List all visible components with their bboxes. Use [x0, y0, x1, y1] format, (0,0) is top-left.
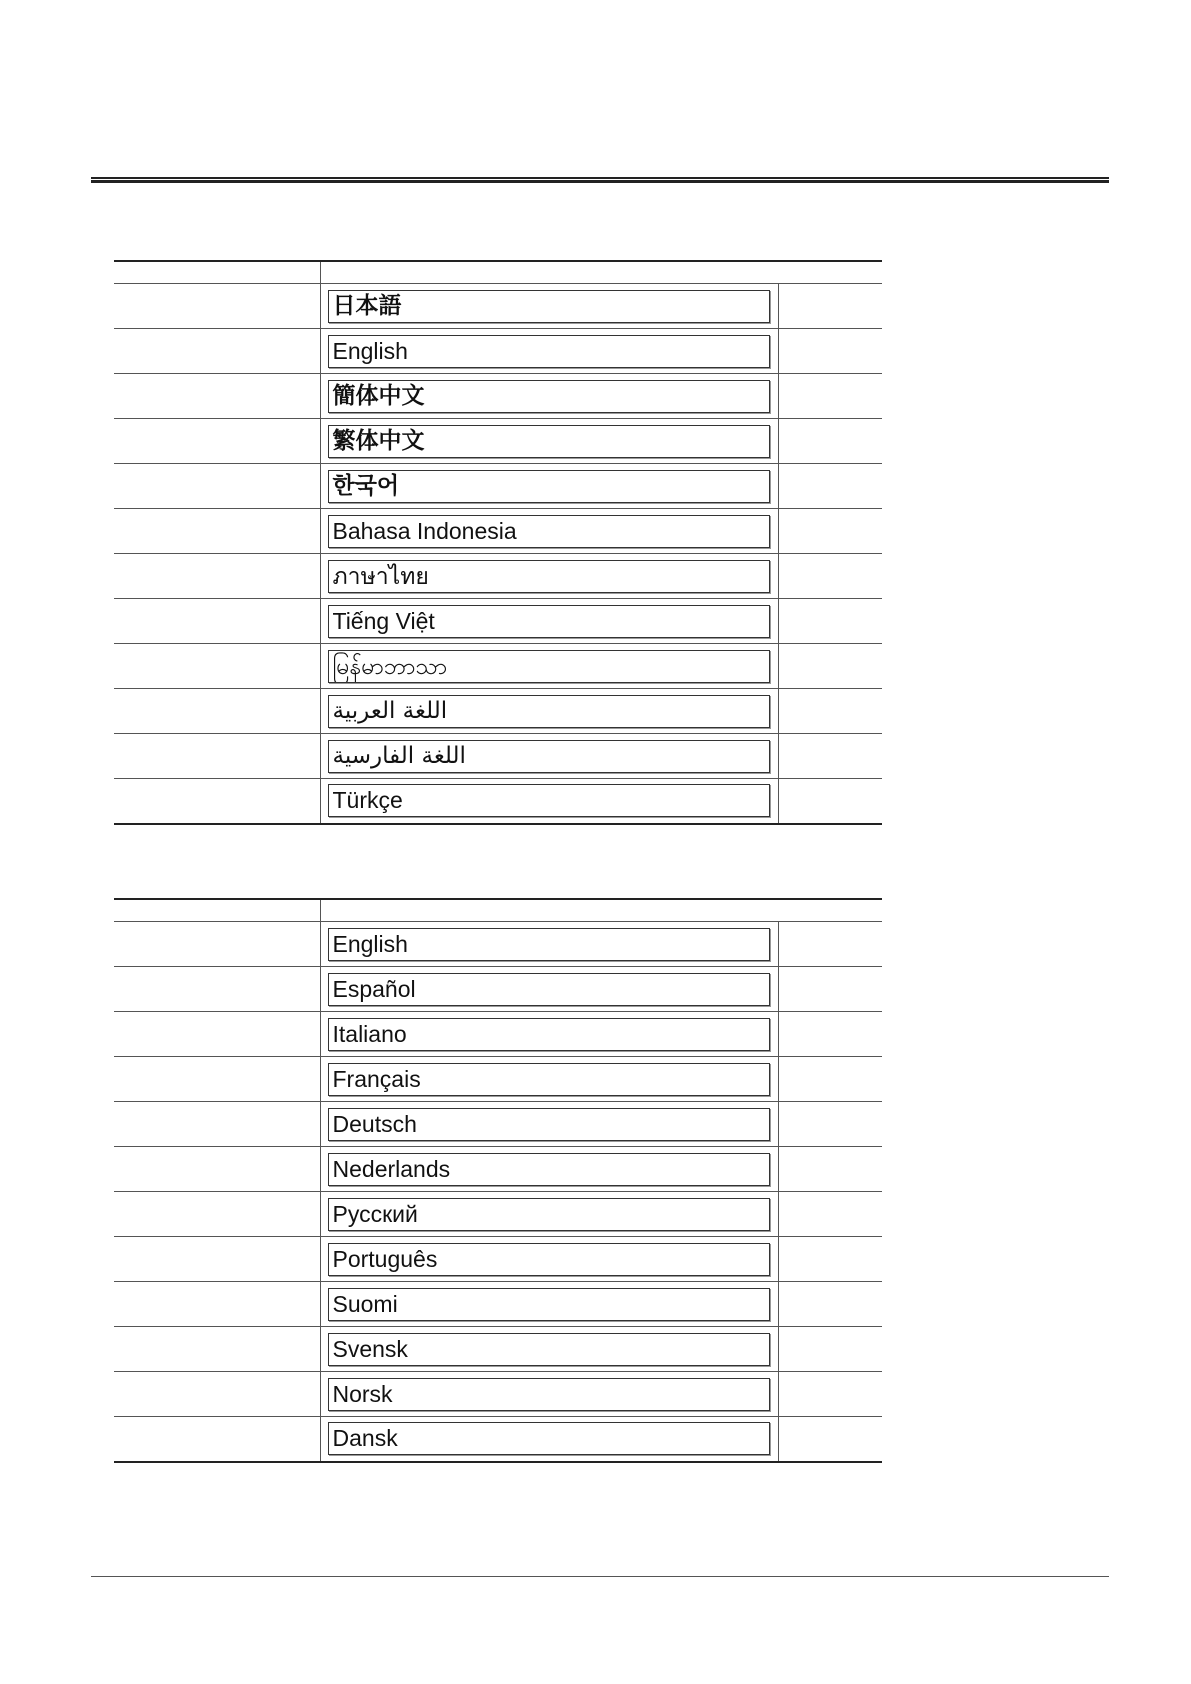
- note-cell: [778, 419, 882, 464]
- language-name-box: 日本語: [328, 290, 770, 323]
- table-row: [114, 1147, 882, 1192]
- language-name-box: Tiếng Việt: [328, 605, 770, 638]
- model-cell: [114, 464, 320, 509]
- model-cell: [114, 967, 320, 1012]
- table-row: [114, 464, 882, 509]
- table-row: [114, 509, 882, 554]
- footer-rule: [91, 1576, 1109, 1577]
- table-row: [114, 922, 882, 967]
- language-cell: [320, 967, 778, 1012]
- language-name-box: Türkçe: [328, 784, 770, 817]
- table-row: [114, 374, 882, 419]
- language-cell: [320, 284, 778, 329]
- note-cell: [778, 967, 882, 1012]
- note-cell: [778, 779, 882, 824]
- language-name-box: Norsk: [328, 1378, 770, 1411]
- note-cell: [778, 734, 882, 779]
- model-cell: [114, 734, 320, 779]
- header-cell-languages: [320, 899, 882, 922]
- model-cell: [114, 644, 320, 689]
- note-cell: [778, 509, 882, 554]
- table-row: [114, 1372, 882, 1417]
- language-name-box: Русский: [328, 1198, 770, 1231]
- language-name-box: English: [328, 335, 770, 368]
- header-cell-model: [114, 899, 320, 922]
- header-cell-languages: [320, 261, 882, 284]
- model-cell: [114, 1057, 320, 1102]
- language-name-box: 簡体中文: [328, 380, 770, 413]
- note-cell: [778, 922, 882, 967]
- language-name-box: Dansk: [328, 1422, 770, 1455]
- model-cell: [114, 689, 320, 734]
- table-row: [114, 734, 882, 779]
- model-cell: [114, 329, 320, 374]
- language-name-box: ภาษาไทย: [328, 560, 770, 593]
- table-row: [114, 329, 882, 374]
- language-cell: [320, 734, 778, 779]
- language-cell: [320, 1282, 778, 1327]
- model-cell: [114, 1237, 320, 1282]
- language-name-box: Français: [328, 1063, 770, 1096]
- language-name-box: اللغة العربية: [328, 695, 770, 728]
- model-cell: [114, 1147, 320, 1192]
- model-cell: [114, 779, 320, 824]
- model-cell: [114, 509, 320, 554]
- note-cell: [778, 1282, 882, 1327]
- model-cell: [114, 374, 320, 419]
- model-cell: [114, 419, 320, 464]
- language-name-box: English: [328, 928, 770, 961]
- language-name-box: Nederlands: [328, 1153, 770, 1186]
- language-name-box: 繁体中文: [328, 425, 770, 458]
- table-row: [114, 1012, 882, 1057]
- model-cell: [114, 1282, 320, 1327]
- language-cell: [320, 1327, 778, 1372]
- language-cell: [320, 1372, 778, 1417]
- language-cell: [320, 1147, 778, 1192]
- note-cell: [778, 1327, 882, 1372]
- language-table-asia: [114, 260, 882, 825]
- language-cell: [320, 779, 778, 824]
- table-header-row: [114, 899, 882, 922]
- table-row: [114, 967, 882, 1012]
- header-cell-model: [114, 261, 320, 284]
- note-cell: [778, 599, 882, 644]
- language-name-box: Português: [328, 1243, 770, 1276]
- language-cell: [320, 1417, 778, 1462]
- table-row: [114, 779, 882, 824]
- table-row: [114, 1102, 882, 1147]
- table-header-row: [114, 261, 882, 284]
- language-cell: [320, 554, 778, 599]
- language-name-box: 한국어: [328, 470, 770, 503]
- language-table-europe: [114, 898, 882, 1463]
- language-name-box: Bahasa Indonesia: [328, 515, 770, 548]
- language-name-box: Svensk: [328, 1333, 770, 1366]
- language-name-box: Español: [328, 973, 770, 1006]
- note-cell: [778, 689, 882, 734]
- language-cell: [320, 1057, 778, 1102]
- language-cell: [320, 1012, 778, 1057]
- model-cell: [114, 1372, 320, 1417]
- table-row: [114, 599, 882, 644]
- model-cell: [114, 1102, 320, 1147]
- note-cell: [778, 1372, 882, 1417]
- language-cell: [320, 1192, 778, 1237]
- table-row: [114, 554, 882, 599]
- model-cell: [114, 1192, 320, 1237]
- model-cell: [114, 1012, 320, 1057]
- language-name-box: မြန်မာဘာသာ: [328, 650, 770, 683]
- note-cell: [778, 464, 882, 509]
- language-name-box: اللغة الفارسية: [328, 740, 770, 773]
- model-cell: [114, 1327, 320, 1372]
- note-cell: [778, 1192, 882, 1237]
- table-row: [114, 1237, 882, 1282]
- language-cell: [320, 644, 778, 689]
- language-name-box: Italiano: [328, 1018, 770, 1051]
- model-cell: [114, 284, 320, 329]
- table-row: [114, 1417, 882, 1462]
- language-cell: [320, 509, 778, 554]
- table-row: [114, 1192, 882, 1237]
- model-cell: [114, 1417, 320, 1462]
- model-cell: [114, 599, 320, 644]
- table-row: [114, 689, 882, 734]
- language-cell: [320, 329, 778, 374]
- language-rows: [114, 922, 882, 1462]
- table-row: [114, 419, 882, 464]
- note-cell: [778, 1237, 882, 1282]
- language-name-box: Suomi: [328, 1288, 770, 1321]
- note-cell: [778, 1147, 882, 1192]
- note-cell: [778, 1417, 882, 1462]
- header-double-rule: [91, 177, 1109, 183]
- note-cell: [778, 1012, 882, 1057]
- note-cell: [778, 284, 882, 329]
- note-cell: [778, 554, 882, 599]
- note-cell: [778, 644, 882, 689]
- table-row: [114, 644, 882, 689]
- language-rows: [114, 284, 882, 824]
- table-row: [114, 1282, 882, 1327]
- model-cell: [114, 922, 320, 967]
- language-cell: [320, 1237, 778, 1282]
- language-cell: [320, 419, 778, 464]
- model-cell: [114, 554, 320, 599]
- note-cell: [778, 374, 882, 419]
- note-cell: [778, 1102, 882, 1147]
- language-cell: [320, 599, 778, 644]
- language-name-box: Deutsch: [328, 1108, 770, 1141]
- note-cell: [778, 1057, 882, 1102]
- language-cell: [320, 1102, 778, 1147]
- language-cell: [320, 464, 778, 509]
- language-cell: [320, 374, 778, 419]
- table-row: [114, 1057, 882, 1102]
- note-cell: [778, 329, 882, 374]
- language-cell: [320, 689, 778, 734]
- table-row: [114, 284, 882, 329]
- table-row: [114, 1327, 882, 1372]
- language-cell: [320, 922, 778, 967]
